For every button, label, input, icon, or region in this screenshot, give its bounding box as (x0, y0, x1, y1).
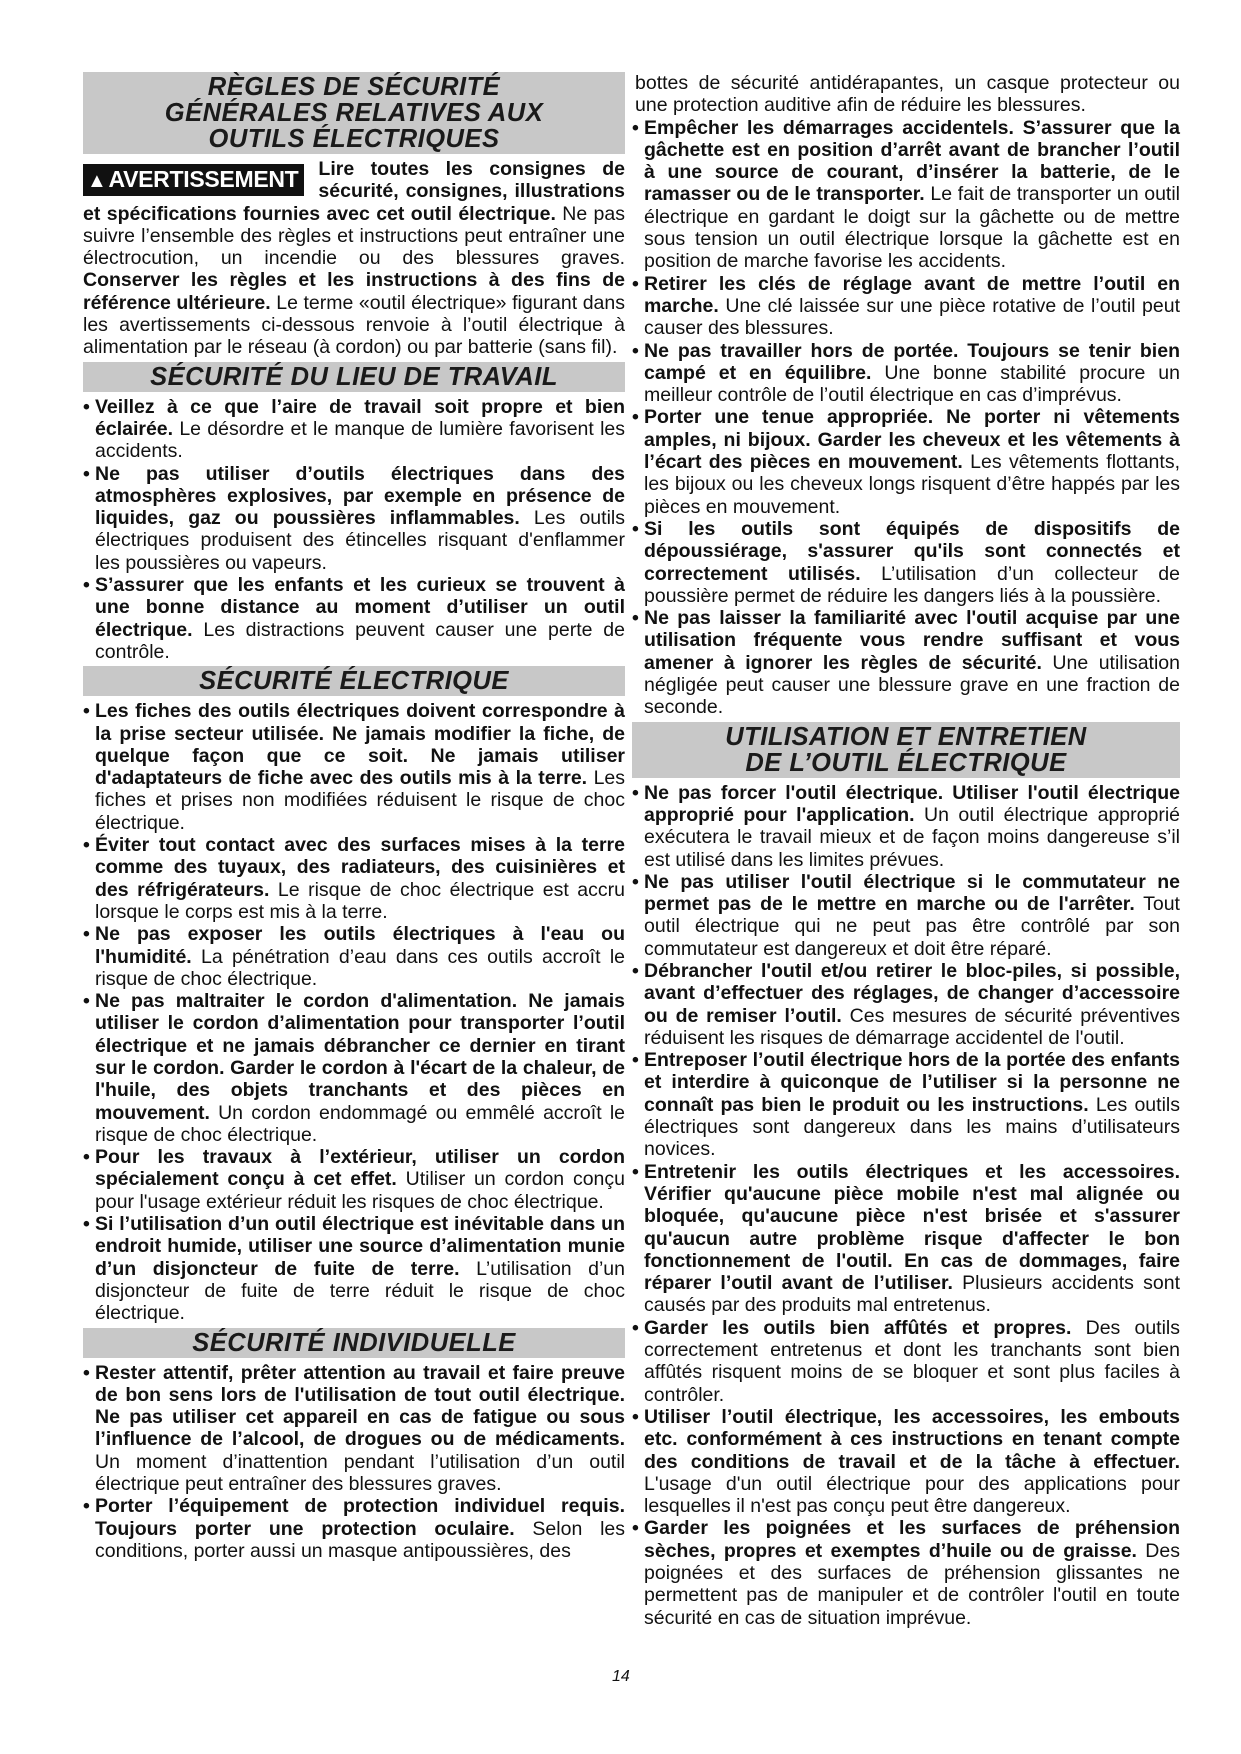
heading-line: DE L’OUTIL ÉLECTRIQUE (745, 748, 1067, 777)
bullet: • (632, 116, 639, 139)
warning-intro (83, 158, 625, 359)
item-text: Un moment d’inattention pendant l’utilisation d’un outil électrique peut entraîner des blessures graves. (95, 1450, 625, 1496)
list-item (632, 607, 1180, 718)
bullet: • (632, 1160, 639, 1183)
warning-triangle-icon: ▲ (87, 170, 107, 192)
heading-use-maintenance (632, 722, 1180, 778)
item-bold-text: S’assurer que les enfants et les curieux se trouvent à une bonne distance au moment d’utiliser un outil électrique. (95, 574, 625, 641)
list-item (83, 463, 625, 574)
list-item (632, 1049, 1180, 1160)
list-item (632, 117, 1180, 273)
bullet: • (632, 781, 639, 804)
item-bold-text: Retirer les clés de réglage avant de mettre l’outil en marche. (644, 272, 1180, 317)
item-text: Des poignées et des surfaces de préhension glissantes ne permettent pas de manipuler et de contrôler l'outil en toute sécurité en cas de situation imprévue. (644, 1539, 1180, 1629)
item-bold-text: Veillez à ce que l’aire de travail soit propre et bien éclairée. (95, 395, 625, 440)
bullet: • (83, 1361, 90, 1384)
item-text: Utiliser un cordon conçu pour l'usage extérieur réduit les risques de choc électrique. (95, 1168, 625, 1213)
heading-line: GÉNÉRALES RELATIVES AUX (164, 99, 544, 127)
heading-line: OUTILS ÉLECTRIQUES (208, 125, 500, 153)
electrical-list (83, 700, 625, 1324)
heading-line: RÈGLES DE SÉCURITÉ (207, 73, 501, 101)
bullet: • (83, 574, 90, 597)
list-item (83, 1495, 625, 1562)
item-text: Un cordon endommagé ou emmêlé accroît le risque de choc électrique. (95, 1101, 625, 1146)
list-item (83, 1146, 625, 1213)
warning-badge (83, 164, 304, 196)
list-item (632, 518, 1180, 607)
item-bold-text: Porter une tenue appropriée. Ne porter ni vêtements amples, ni bijoux. Garder les cheveux et les vêtements à l’écart des pièces en mouvement. (644, 406, 1180, 474)
bullet: • (632, 870, 639, 893)
bullet: • (83, 462, 90, 485)
item-bold-text: Pour les travaux à l’extérieur, utiliser un cordon spécialement conçu à cet effet. (95, 1146, 625, 1191)
item-text: Les outils électriques sont dangereux dans les mains d’utilisateurs novices. (644, 1093, 1180, 1161)
heading-work-area (83, 362, 625, 392)
list-item (83, 834, 625, 923)
list-item (632, 406, 1180, 517)
bullet: • (83, 395, 90, 418)
list-item (83, 574, 625, 663)
intro-bold-2: Conserver les règles et les instructions à des fins de référence ultérieure. (83, 269, 625, 314)
item-text: Tout outil électrique qui ne peut pas être contrôlé par son commutateur est dangereux et doit être réparé. (644, 893, 1180, 960)
item-text: Une bonne stabilité procure un meilleur contrôle de l’outil électrique en cas d’imprévus. (644, 361, 1180, 407)
heading-personal (83, 1328, 625, 1358)
heading-line: UTILISATION ET ENTRETIEN (725, 722, 1087, 751)
bullet: • (632, 959, 639, 982)
item-text: L’utilisation d’un disjoncteur de fuite de terre réduit le risque de choc électrique. (95, 1257, 625, 1325)
bullet: • (632, 517, 639, 540)
list-item (632, 1517, 1180, 1628)
item-bold-text: Ne pas utiliser d’outils électriques dans des atmosphères explosives, par exemple en présence de liquides, gaz ou poussières inflammables. (95, 462, 625, 530)
item-text: Les vêtements flottants, les bijoux ou les cheveux longs risquent d’être happés par les pièces en mouvement. (644, 451, 1180, 518)
item-bold-text: Ne pas travailler hors de portée. Toujours se tenir bien campé et en équilibre. (644, 339, 1180, 384)
bullet: • (83, 1495, 90, 1518)
item-bold-text: Porter l’équipement de protection individuel requis. Toujours porter une protection oculaire. (95, 1495, 625, 1540)
list-item (83, 1213, 625, 1324)
item-text: Les fiches et prises non modifiées réduisent le risque de choc électrique. (95, 767, 626, 834)
item-bold-text: Ne pas maltraiter le cordon d'alimentation. Ne jamais utiliser le cordon d’alimentation pour transporter l’outil électrique et ne jamais débrancher ce dernier en tirant sur le cordon. Garder le cordon à l'écart de la chaleur, de l'huile, des objets tranchants et des pièces en mouvement. (95, 990, 625, 1124)
heading-line: SÉCURITÉ ÉLECTRIQUE (199, 667, 509, 696)
item-bold-text: Débrancher l'outil et/ou retirer le bloc-piles, si possible, avant d’effectuer des réglages, de changer d’accessoire ou de remiser l’outil. (644, 959, 1180, 1027)
list-item (83, 923, 625, 990)
list-item (632, 1406, 1180, 1517)
page-number: 14 (612, 1668, 630, 1685)
item-text: Plusieurs accidents sont causés par des produits mal entretenus. (644, 1272, 1180, 1317)
item-text: L'usage d'un outil électrique pour des applications pour lesquelles il n'est pas conçu peut être dangereux. (644, 1472, 1180, 1518)
bullet: • (83, 700, 90, 723)
list-item (632, 273, 1180, 340)
heading-general-rules (83, 72, 625, 154)
list-item (632, 782, 1180, 871)
item-bold-text: Rester attentif, prêter attention au travail et faire preuve de bon sens lors de l'utilisation de tout outil électrique. Ne pas utiliser cet appareil en cas de fatigue ou sous l’influence de l’alcool, de drogues ou de médicaments. (95, 1361, 625, 1451)
use-maintenance-list (632, 782, 1180, 1629)
list-item (83, 1362, 625, 1496)
item-text: Le désordre et le manque de lumière favorisent les accidents. (95, 417, 625, 463)
item-bold-text: Ne pas utiliser l'outil électrique si le commutateur ne permet pas de le mettre en marche ou de l'arrêter. (644, 870, 1180, 916)
personal-list-continued (632, 117, 1180, 719)
warning-badge-label: AVERTISSEMENT (108, 166, 299, 192)
item-bold-text: Les fiches des outils électriques doivent correspondre à la prise secteur utilisée. Ne jamais modifier la fiche, de quelque façon que ce soit. Ne jamais utiliser d'adaptateurs de fiche avec des outils mis à la terre. (95, 700, 625, 790)
bullet: • (632, 1405, 639, 1428)
list-item (632, 1161, 1180, 1317)
item-bold-text: Garder les poignées et les surfaces de préhension sèches, propres et exemptes d’huile ou de graisse. (644, 1517, 1180, 1562)
bullet: • (632, 1049, 639, 1072)
item-bold-text: Ne pas exposer les outils électriques à l'eau ou l'humidité. (95, 923, 625, 968)
item-text: Une utilisation négligée peut causer une blessure grave en une fraction de seconde. (644, 651, 1180, 719)
item-text: Le fait de transporter un outil électrique en gardant le doigt sur la gâchette ou de mettre sous tension un outil électrique lorsque la gâchette est en position de marche favorise les accidents. (644, 183, 1181, 273)
right-column (632, 72, 1180, 1629)
heading-electrical (83, 666, 625, 696)
intro-text-2: Le terme «outil électrique» figurant dans les avertissements ci-dessous renvoie à l’outil électrique à alimentation par le réseau (à cordon) ou par batterie (sans fil). (83, 291, 625, 359)
list-item (83, 700, 625, 834)
bullet: • (83, 923, 90, 946)
intro-bold-1: Lire toutes les consignes de sécurité, consignes, illustrations et spécifications fournies avec cet outil électrique. (83, 158, 625, 225)
item-text: Un outil électrique approprié exécutera le travail mieux et de façon moins dangereuse s’il est utilisé dans les limites prévues. (644, 803, 1180, 871)
bullet: • (83, 1146, 90, 1169)
list-item (632, 960, 1180, 1049)
bullet: • (632, 339, 639, 362)
item-text: Le risque de choc électrique est accru lorsque le corps est mis à la terre. (95, 878, 625, 923)
list-item (632, 340, 1180, 407)
item-text: La pénétration d’eau dans ces outils accroît le risque de choc électrique. (95, 945, 625, 990)
item-bold-text: Ne pas laisser la familiarité avec l'outil acquise par une utilisation fréquente vous rendre suffisant et vous amener à ignorer les règles de sécurité. (644, 607, 1180, 674)
item-bold-text: Entreposer l’outil électrique hors de la portée des enfants et interdire à quiconque de l’utiliser si la personne ne connaît pas bien le produit ou les instructions. (644, 1049, 1180, 1116)
bullet: • (83, 1213, 90, 1236)
item-bold-text: Garder les outils bien affûtés et propres. (644, 1316, 1072, 1339)
left-column (83, 72, 625, 1562)
bullet: • (632, 406, 639, 429)
bullet: • (632, 1517, 639, 1540)
list-item (83, 396, 625, 463)
bullet: • (632, 1316, 639, 1339)
work-area-list (83, 396, 625, 664)
bullet: • (83, 990, 90, 1013)
heading-line: SÉCURITÉ DU LIEU DE TRAVAIL (150, 362, 558, 391)
list-item (632, 1317, 1180, 1406)
intro-text-1: Ne pas suivre l’ensemble des règles et instructions peut entraîner une électrocution, un incendie ou des blessures graves. (83, 202, 625, 270)
item-text: L’utilisation d’un collecteur de poussière permet de réduire les dangers liés à la poussière. (644, 562, 1180, 607)
item-bold-text: Éviter tout contact avec des surfaces mises à la terre comme des tuyaux, des radiateurs, des cuisinières et des réfrigérateurs. (95, 834, 625, 901)
item-bold-text: Si l’utilisation d’un outil électrique est inévitable dans un endroit humide, utiliser une source d’alimentation munie d’un disjoncteur de fuite de terre. (95, 1213, 625, 1280)
item-text: Les outils électriques produisent des étincelles risquant d'enflammer les poussières ou vapeurs. (95, 507, 625, 574)
item-bold-text: Si les outils sont équipés de dispositifs de dépoussiérage, s'assurer qu'ils sont connectés et correctement utilisés. (644, 517, 1180, 585)
list-item (83, 990, 625, 1146)
item-bold-text: Empêcher les démarrages accidentels. S’assurer que la gâchette est en position d’arrêt avant de brancher l’outil à une source de courant, d’insérer la batterie, de le ramasser ou de le transporter. (644, 116, 1180, 206)
personal-list (83, 1362, 625, 1563)
item-bold-text: Utiliser l’outil électrique, les accessoires, les embouts etc. conformément à ces instructions en tenant compte des conditions de travail et de la tâche à effectuer. (644, 1405, 1180, 1473)
bullet: • (83, 834, 90, 857)
item-bold-text: Ne pas forcer l'outil électrique. Utiliser l'outil électrique approprié pour l'application. (644, 781, 1180, 826)
list-item (632, 871, 1180, 960)
item-bold-text: Entretenir les outils électriques et les accessoires. Vérifier qu'aucune pièce mobile n'est mal alignée ou bloquée, qu'aucune pièce n'est brisée et s'assurer qu'aucun autre problème risque d'affecter le bon fonctionnement de l'outil. En cas de dommages, faire réparer l’outil avant de l’utiliser. (644, 1160, 1180, 1295)
continuation-text: bottes de sécurité antidérapantes, un casque protecteur ou une protection auditive afin de réduire les blessures. (635, 72, 1180, 117)
item-text: Une clé laissée sur une pièce rotative de l’outil peut causer des blessures. (644, 294, 1180, 340)
bullet: • (632, 607, 639, 630)
item-text: Selon les conditions, porter aussi un masque antipoussières, des (95, 1517, 626, 1562)
item-text: Les distractions peuvent causer une perte de contrôle. (95, 618, 625, 663)
item-text: Ces mesures de sécurité préventives réduisent les risques de démarrage accidentel de l'outil. (644, 1004, 1180, 1049)
bullet: • (632, 272, 639, 295)
item-text: Des outils correctement entretenus et dont les tranchants sont bien affûtés risquent moins de se bloquer et sont plus faciles à contrôler. (644, 1316, 1180, 1406)
heading-line: SÉCURITÉ INDIVIDUELLE (192, 1328, 516, 1357)
